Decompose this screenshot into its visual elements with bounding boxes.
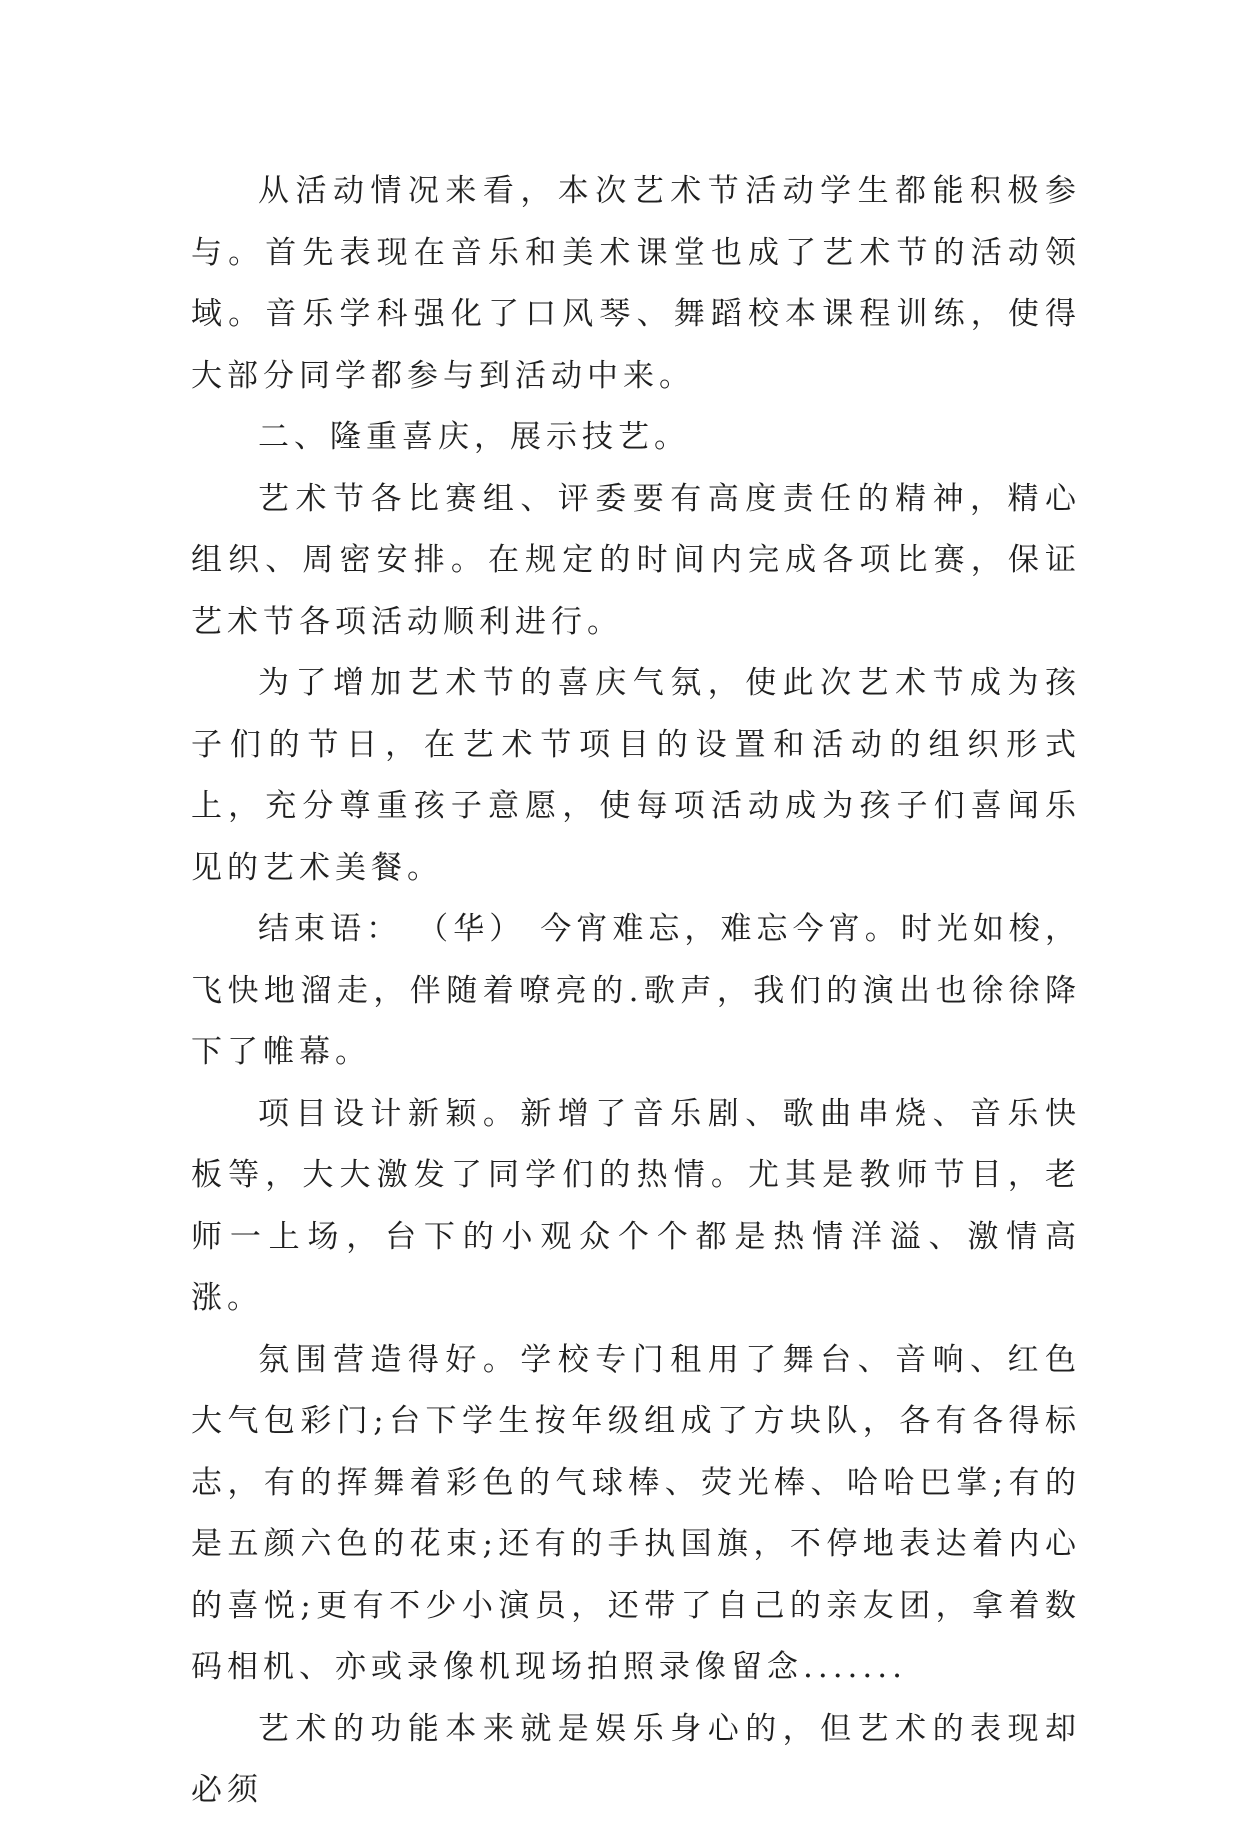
paragraph-atmosphere-setting: 氛围营造得好。学校专门租用了舞台、音响、红色大气包彩门;台下学生按年级组成了方块队，各有各得标志，有的挥舞着彩色的气球棒、荧光棒、哈哈巴掌;有的是五颜六色的花束;还有的手执国旗，不停地表达着内心的喜悦;更有不少小演员，还带了自己的亲友团，拿着数码相机、亦或录像机现场拍照录像留念.......: [191, 1341, 1081, 1685]
paragraph-competition-organization: 艺术节各比赛组、评委要有高度责任的精神，精心组织、周密安排。在规定的时间内完成各项比赛，保证艺术节各项活动顺利进行。: [191, 480, 1081, 640]
document-body: [191, 161, 1081, 1822]
section-heading-celebration: 二、隆重喜庆，展示技艺。: [258, 419, 690, 455]
paragraph-festive-atmosphere: 为了增加艺术节的喜庆气氛，使此次艺术节成为孩子们的节日，在艺术节项目的设置和活动的组织形式上，充分尊重孩子意愿，使每项活动成为孩子们喜闻乐见的艺术美餐。: [191, 665, 1081, 886]
paragraph-activity-overview: 从活动情况来看，本次艺术节活动学生都能积极参与。首先表现在音乐和美术课堂也成了艺术节的活动领域。音乐学科强化了口风琴、舞蹈校本课程训练，使得大部分同学都参与到活动中来。: [191, 173, 1081, 394]
paragraph-art-function: 艺术的功能本来就是娱乐身心的，但艺术的表现却必须: [191, 1710, 1081, 1808]
paragraph-closing-remarks: 结束语： （华） 今宵难忘，难忘今宵。时光如梭，飞快地溜走，伴随着嘹亮的.歌声，我们的演出也徐徐降下了帷幕。: [191, 911, 1081, 1070]
paragraph-program-design: 项目设计新颖。新增了音乐剧、歌曲串烧、音乐快板等，大大激发了同学们的热情。尤其是教师节目，老师一上场，台下的小观众个个都是热情洋溢、激情高涨。: [191, 1095, 1081, 1316]
